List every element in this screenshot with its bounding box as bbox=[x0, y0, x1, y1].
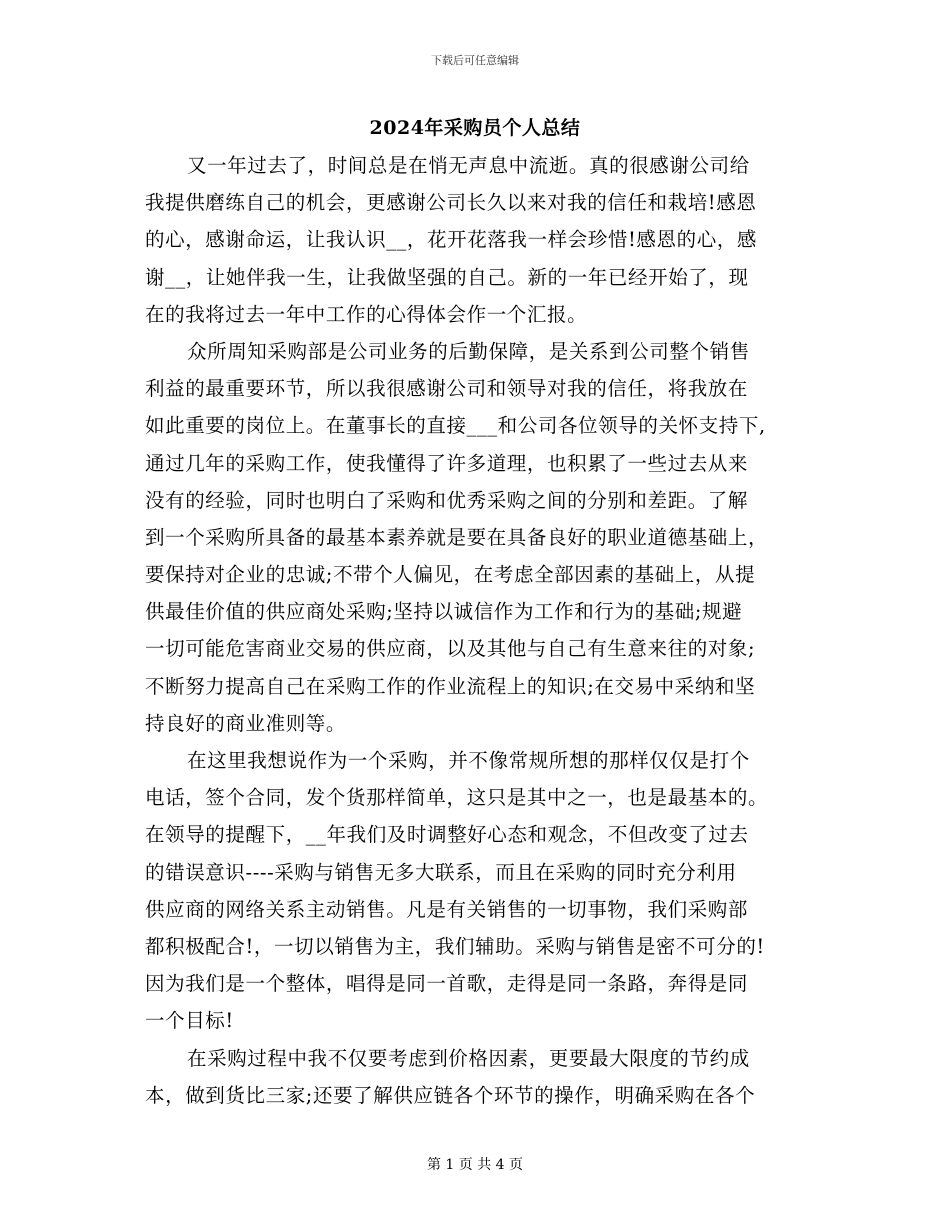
paragraph-3-line-7: 因为我们是一个整体，唱得是同一首歌，走得是同一条路，奔得是同 bbox=[145, 972, 749, 996]
paragraph-3-line-3: 在领导的提醒下，__年我们及时调整好心态和观念，不但改变了过去 bbox=[145, 823, 749, 847]
paragraph-2-line-2: 利益的最重要环节，所以我很感谢公司和领导对我的信任，将我放在 bbox=[145, 377, 749, 401]
paragraph-4-line-1: 在采购过程中我不仅要考虑到价格因素，更要最大限度的节约成 bbox=[187, 1046, 750, 1070]
document-body bbox=[145, 147, 813, 1114]
paragraph-1-line-4: 谢__，让她伴我一生，让我做坚强的自己。新的一年已经开始了，现 bbox=[145, 265, 749, 289]
paragraph-1-line-5: 在的我将过去一年中工作的心得体会作一个汇报。 bbox=[145, 302, 588, 326]
paragraph-2-line-3: 如此重要的岗位上。在董事长的直接___和公司各位领导的关怀支持下, bbox=[145, 414, 766, 438]
paragraph-3-line-1: 在这里我想说作为一个采购，并不像常规所想的那样仅仅是打个 bbox=[187, 749, 750, 772]
paragraph-2-line-6: 到一个采购所具备的最基本素养就是要在具备良好的职业道德基础上， bbox=[145, 525, 769, 549]
paragraph-2-line-5: 没有的经验，同时也明白了采购和优秀采购之间的分别和差距。了解 bbox=[145, 488, 749, 512]
paragraph-2-line-8: 供最佳价值的供应商处采购;坚持以诚信作为工作和行为的基础;规避 bbox=[145, 600, 743, 624]
paragraph-3-line-8: 一个目标! bbox=[145, 1009, 234, 1033]
paragraph-2-line-7: 要保持对企业的忠诚;不带个人偏见，在考虑全部因素的基础上，从提 bbox=[145, 563, 756, 587]
page-footer: 第 1 页 共 4 页 bbox=[426, 1157, 524, 1173]
paragraph-3-line-2: 电话，签个合同，发个货那样简单，这只是其中之一，也是最基本的。 bbox=[145, 786, 769, 810]
paragraph-3-line-4: 的错误意识----采购与销售无多大联系，而且在采购的同时充分利用 bbox=[145, 860, 737, 884]
paragraph-3-line-5: 供应商的网络关系主动销售。凡是有关销售的一切事物，我们采购部 bbox=[145, 897, 749, 921]
paragraph-1-line-2: 我提供磨练自己的机会，更感谢公司长久以来对我的信任和栽培!感恩 bbox=[145, 191, 757, 215]
paragraph-4-line-2: 本，做到货比三家;还要了解供应链各个环节的操作，明确采购在各个 bbox=[145, 1083, 756, 1107]
paragraph-2-line-11: 持良好的商业准则等。 bbox=[145, 711, 347, 735]
paragraph-2-line-10: 不断努力提高自己在采购工作的作业流程上的知识;在交易中采纳和坚 bbox=[145, 674, 756, 698]
page-header: 下载后可任意编辑 bbox=[431, 54, 519, 67]
paragraph-2-line-4: 通过几年的采购工作，使我懂得了许多道理，也积累了一些过去从来 bbox=[145, 451, 749, 475]
paragraph-2-line-9: 一切可能危害商业交易的供应商，以及其他与自己有生意来往的对象; bbox=[145, 637, 756, 661]
paragraph-3-line-6: 都积极配合!，一切以销售为主，我们辅助。采购与销售是密不可分的! bbox=[145, 934, 765, 958]
paragraph-1-line-3: 的心，感谢命运，让我认识__，花开花落我一样会珍惜!感恩的心，感 bbox=[145, 228, 758, 252]
paragraph-2-line-1: 众所周知采购部是公司业务的后勤保障，是关系到公司整个销售 bbox=[187, 339, 750, 363]
document-title: 2024年采购员个人总结 bbox=[369, 117, 581, 139]
paragraph-1-line-1: 又一年过去了，时间总是在悄无声息中流逝。真的很感谢公司给 bbox=[187, 154, 750, 177]
